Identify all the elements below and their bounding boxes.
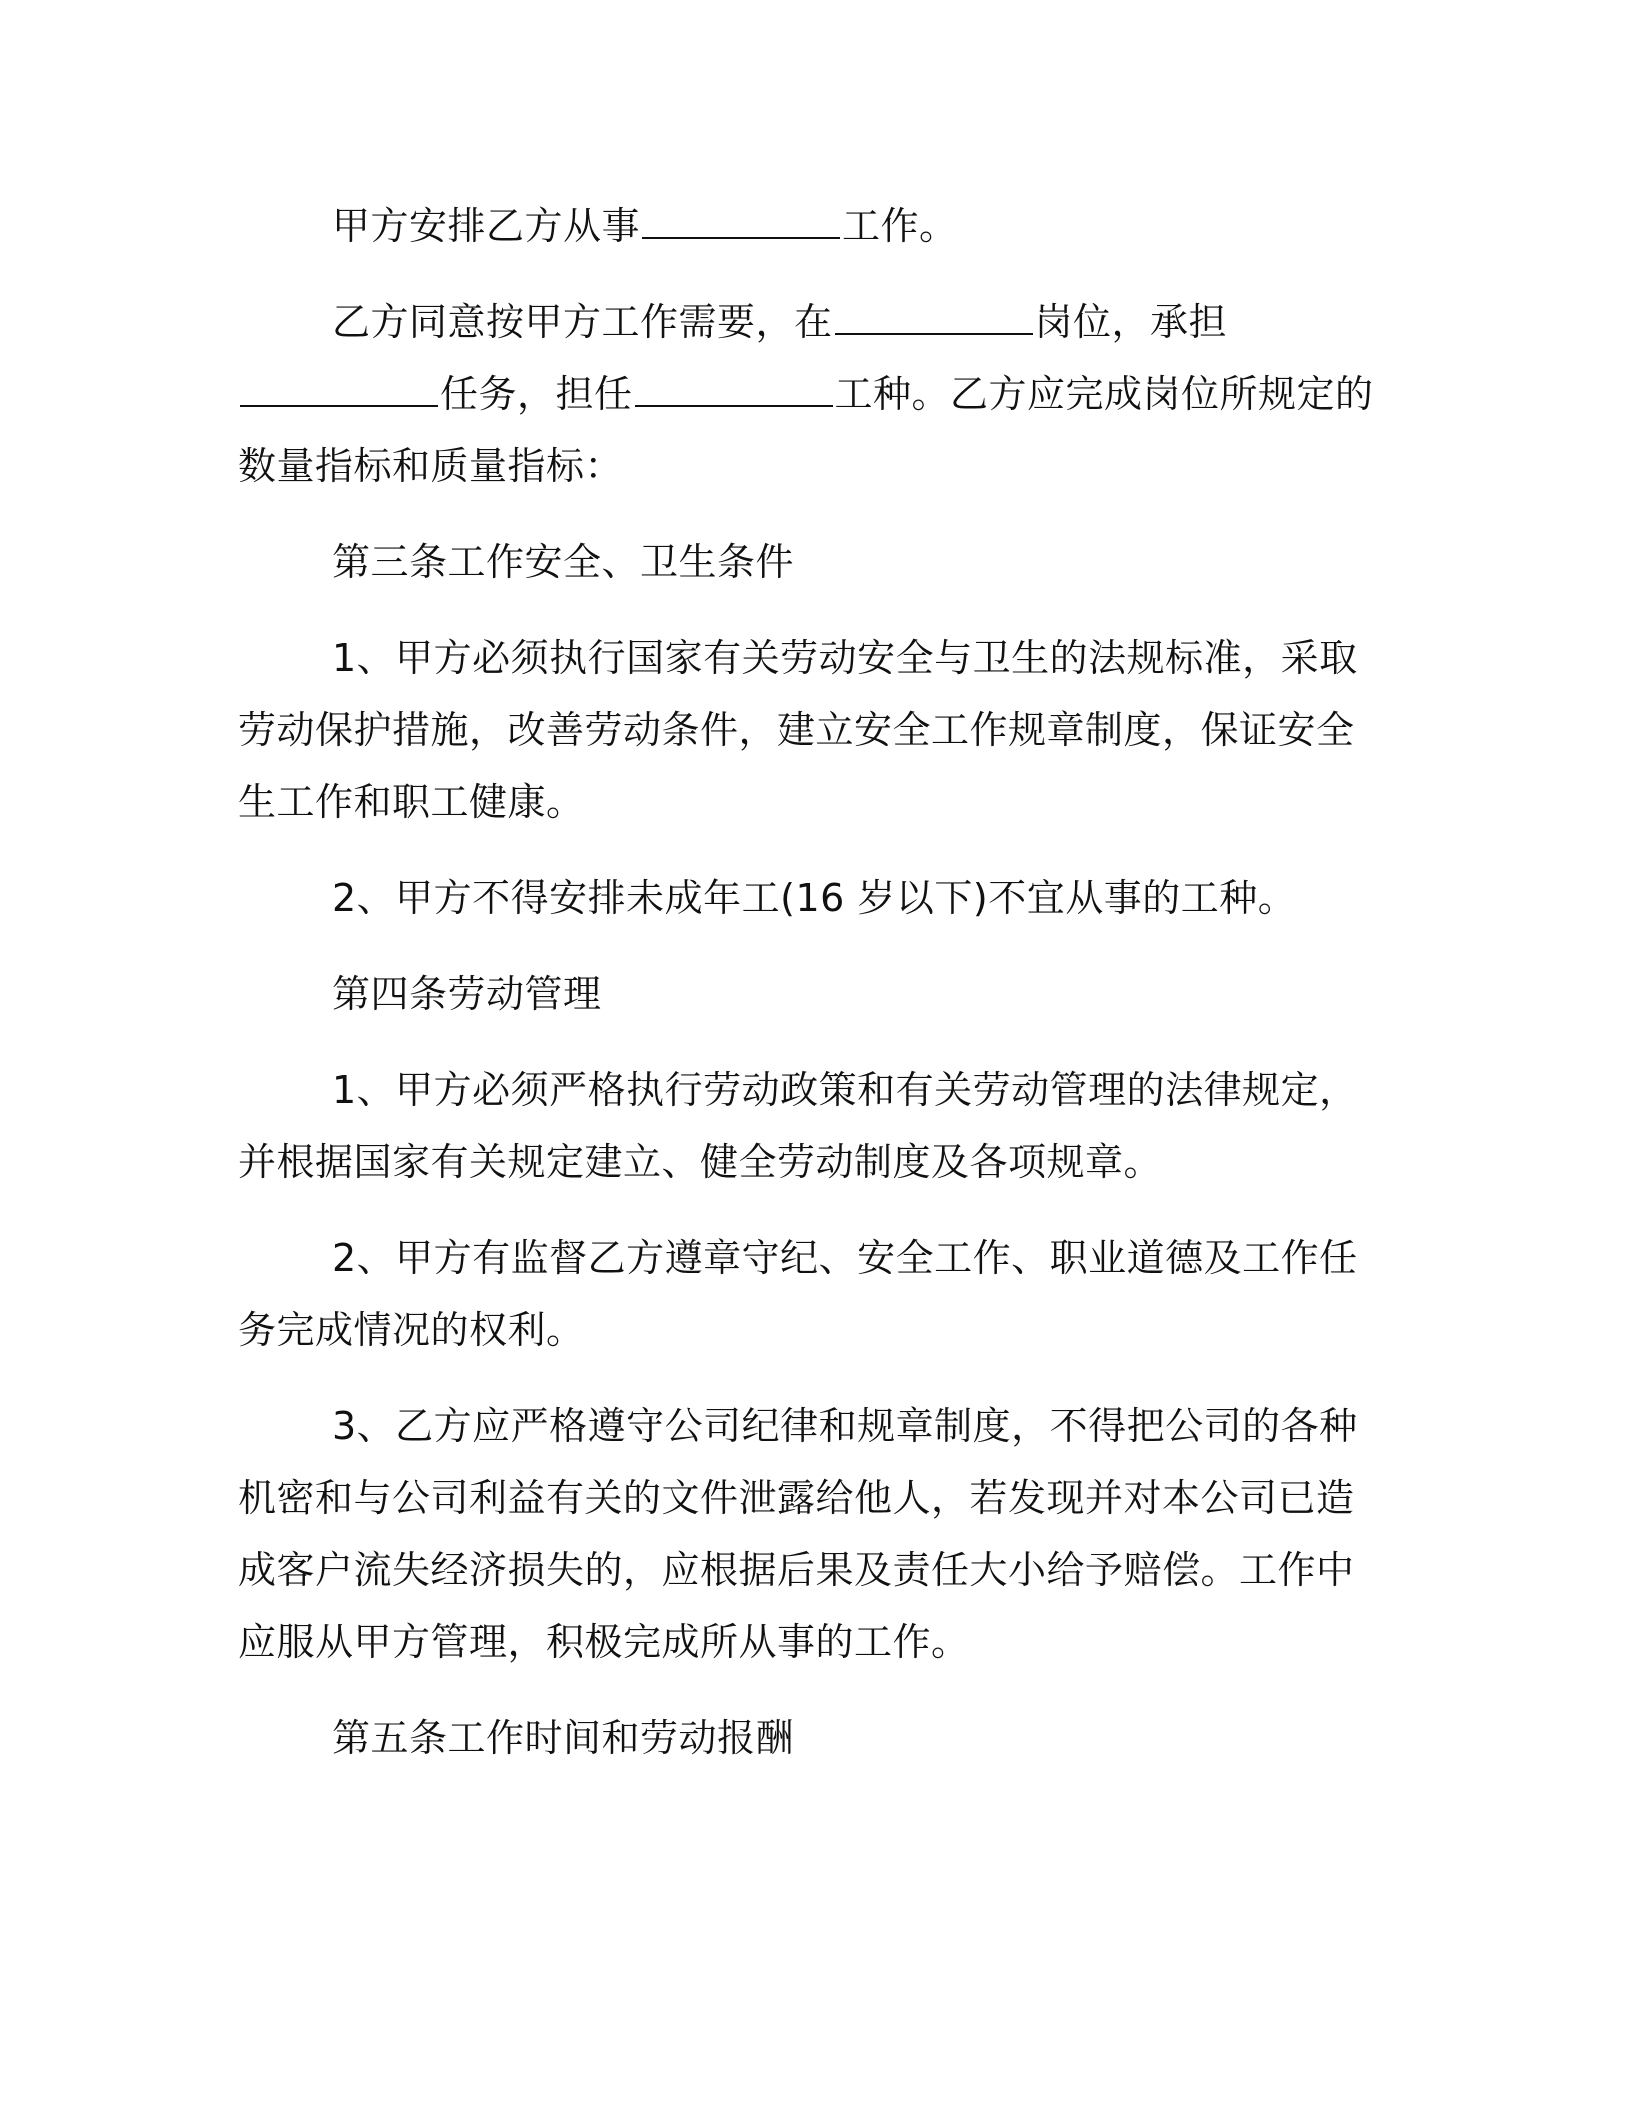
paragraph-article-4-item-1: 1、甲方必须严格执行劳动政策和有关劳动管理的法律规定，并根据国家有关规定建立、健全劳动制度及各项规章。 xyxy=(238,1068,1358,1184)
text-segment: 甲方安排乙方从事 xyxy=(332,204,641,248)
blank-field-task xyxy=(240,401,438,407)
blank-field-work xyxy=(642,233,840,239)
text-segment: 工作。 xyxy=(842,204,958,248)
document-body xyxy=(238,190,1378,1798)
paragraph-work-assignment xyxy=(238,190,1378,262)
text-segment: 岗位，承担 xyxy=(1034,300,1228,344)
paragraph-position-duties xyxy=(238,286,1378,502)
text-segment: 工种。乙方应完成岗位所规定的数量指标和质量指标： xyxy=(238,372,1374,488)
text-segment: 任务，担任 xyxy=(440,372,633,416)
blank-field-position xyxy=(835,329,1033,335)
paragraph-article-3-item-2: 2、甲方不得安排未成年工(16 岁以下)不宜从事的工种。 xyxy=(332,876,1297,920)
blank-field-job-type xyxy=(635,401,833,407)
heading-article-3: 第三条工作安全、卫生条件 xyxy=(332,540,795,584)
text-segment: 乙方同意按甲方工作需要，在 xyxy=(332,300,833,344)
paragraph-article-4-item-3: 3、乙方应严格遵守公司纪律和规章制度，不得把公司的各种机密和与公司利益有关的文件泄露给他人，若发现并对本公司已造成客户流失经济损失的，应根据后果及责任大小给予赔偿。工作中应服从甲方管理，积极完成所从事的工作。 xyxy=(238,1404,1358,1664)
heading-article-4: 第四条劳动管理 xyxy=(332,972,602,1016)
paragraph-article-3-item-1: 1、甲方必须执行国家有关劳动安全与卫生的法规标准，采取劳动保护措施，改善劳动条件，建立安全工作规章制度，保证安全生工作和职工健康。 xyxy=(238,636,1358,824)
paragraph-article-4-item-2: 2、甲方有监督乙方遵章守纪、安全工作、职业道德及工作任务完成情况的权利。 xyxy=(238,1236,1358,1352)
heading-article-5: 第五条工作时间和劳动报酬 xyxy=(332,1716,795,1760)
